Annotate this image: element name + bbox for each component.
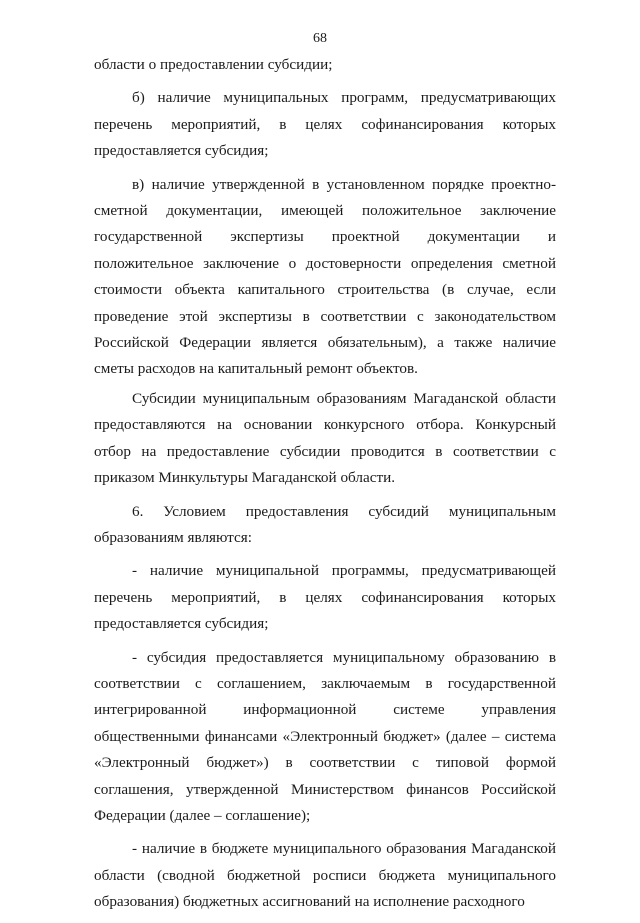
paragraph-continuation: области о предоставлении субсидии; <box>94 56 333 73</box>
paragraph-condition-budget: - наличие в бюджете муниципального образования Магаданской области (сводной бюджетной росписи бюджета муниципального образования) бюджетных ассигнований на исполнение расходного <box>94 840 556 911</box>
paragraph-condition-program: - наличие муниципальной программы, предусматривающей перечень мероприятий, в целях софинансирования которых предоставляется субсидия; <box>94 562 556 633</box>
document-body <box>94 52 556 923</box>
paragraph-competitive-selection: Субсидии муниципальным образованиям Магаданской области предоставляются на основании конкурсного отбора. Конкурсный отбор на предоставление субсидии проводится в соответствии с приказом Минкультуры Магаданской области. <box>94 389 556 487</box>
paragraph-item-b: б) наличие муниципальных программ, предусматривающих перечень мероприятий, в целях софинансирования которых предоставляется субсидия; <box>94 89 556 160</box>
paragraph-item-v: в) наличие утвержденной в установленном порядке проектно-сметной документации, имеющей положительное заключение государственной экспертизы проектной документации и положительное заключение о достоверности определения сметной стоимости объекта капитального строительства (в случае, если проведение этой экспертизы в соответствии с законодательством Российской Федерации является обязательным), а также наличие сметы расходов на капитальный ремонт объектов. <box>94 175 556 378</box>
paragraph-condition-agreement: - субсидия предоставляется муниципальному образованию в соответствии с соглашением, заключаемым в государственной интегрированной информационной системе управления общественными финансами «Электронный бюджет» (далее – система «Электронный бюджет») в соответствии с типовой формой соглашения, утвержденной Министерством финансов Российской Федерации (далее – соглашение); <box>94 648 556 824</box>
paragraph-section-6-conditions: 6. Условием предоставления субсидий муниципальным образованиям являются: <box>94 502 556 546</box>
page-number: 68 <box>313 31 327 46</box>
